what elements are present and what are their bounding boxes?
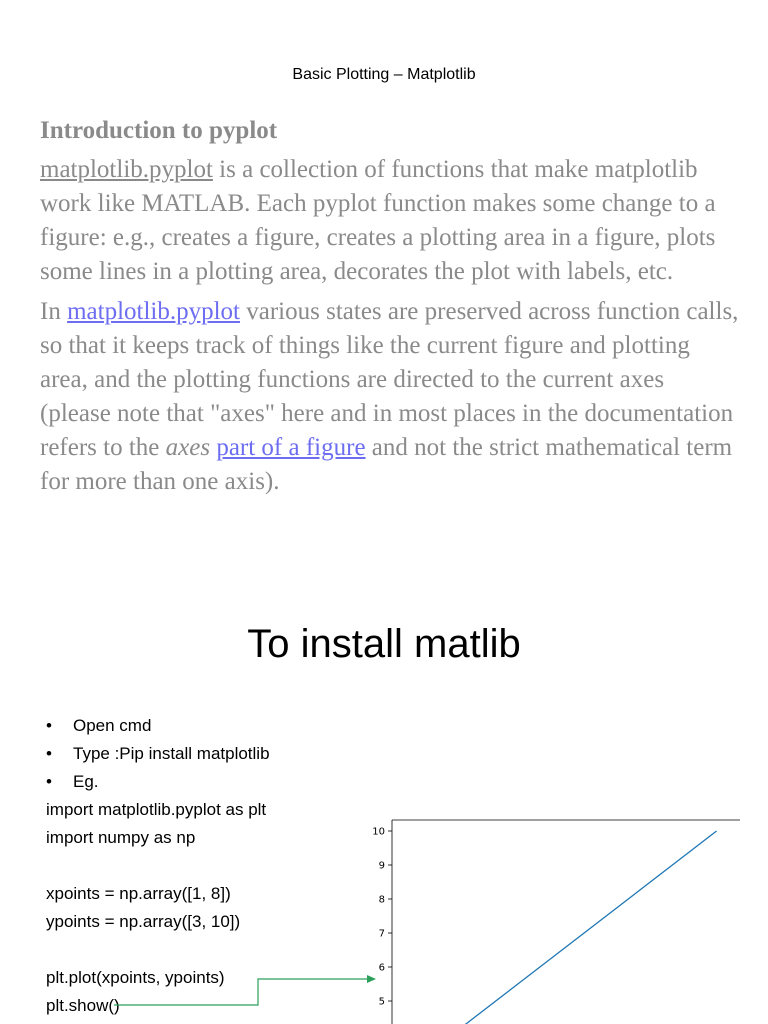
y-tick-label: 10: [372, 826, 385, 838]
list-item: [46, 740, 366, 768]
pyplot-link-2[interactable]: matplotlib.pyplot: [67, 298, 240, 325]
code-line: plt.show(): [46, 996, 120, 1015]
code-line: import numpy as np: [46, 828, 196, 847]
line-chart: [360, 812, 740, 1024]
code-line: xpoints = np.array([1, 8]): [46, 884, 231, 903]
list-item: [46, 768, 366, 796]
code-blank: [46, 852, 366, 880]
intro-p2-mid: various states are preserved across function calls, so that it keeps track of things like the current figure and plotting area, and the plotting functions are directed to the current axes (please note that "axes" here and in most places in the documentation refers to the: [40, 298, 739, 461]
intro-p2-end: and not the strict mathematical term for more than one axis).: [40, 434, 733, 495]
y-tick-label: 5: [378, 996, 385, 1008]
code-line: plt.plot(xpoints, ypoints): [46, 968, 225, 987]
bullet-icon: •: [46, 716, 52, 735]
list-item: [46, 712, 366, 740]
code-line: import matplotlib.pyplot as plt: [46, 800, 267, 819]
intro-p2-italic: axes: [165, 434, 211, 461]
code-blank: [46, 936, 366, 964]
intro-paragraph-1: [40, 153, 740, 289]
intro-heading: Introduction to pyplot: [40, 117, 278, 144]
figure-part-link[interactable]: part of a figure: [216, 434, 366, 461]
install-steps: [46, 712, 366, 1020]
bullet-text: Type :Pip install matplotlib: [73, 744, 270, 763]
bullet-text: Eg.: [73, 772, 99, 791]
y-tick-label: 8: [378, 894, 385, 906]
intro-paragraph-2: [40, 295, 740, 499]
y-tick-label: 9: [378, 860, 385, 872]
intro-p1-text: is a collection of functions that make matplotlib work like MATLAB. Each pyplot function makes some change to a figure: e.g., creates a figure, creates a plotting area in a figure, plots some lines in a plotting area, decorates the plot with labels, etc.: [40, 156, 716, 285]
bullet-icon: •: [46, 772, 52, 791]
code-line: ypoints = np.array([3, 10]): [46, 912, 241, 931]
pyplot-link-1[interactable]: matplotlib.pyplot: [40, 156, 213, 183]
bullet-list: [46, 712, 366, 796]
series-line: [407, 831, 716, 1024]
intro-p2-start: In: [40, 298, 68, 325]
install-heading: To install matlib: [247, 622, 521, 666]
y-tick-label: 7: [378, 928, 385, 940]
document-title: Basic Plotting – Matplotlib: [292, 66, 476, 83]
y-tick-label: 6: [378, 962, 385, 974]
bullet-text: Open cmd: [73, 716, 152, 735]
bullet-icon: •: [46, 744, 52, 763]
intro-section: [40, 115, 740, 505]
